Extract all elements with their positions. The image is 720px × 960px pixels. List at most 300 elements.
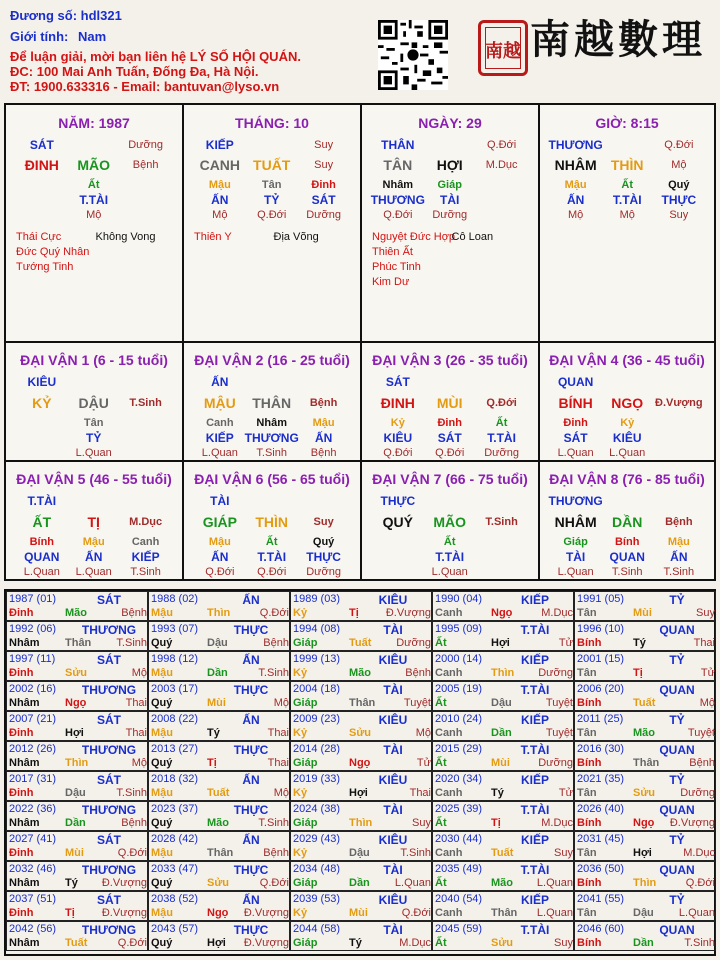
hidden-stem: Giáp <box>437 179 462 191</box>
year-stem: Quý <box>151 697 173 709</box>
pillar-branch: HỢI <box>436 157 463 173</box>
pillar-stage: Bệnh <box>132 159 159 171</box>
year-stem: Nhâm <box>9 757 40 769</box>
year-label: 2019 (33) <box>293 773 341 785</box>
luck-stem: KỶ <box>32 395 52 411</box>
year-stage: Suy <box>412 817 431 829</box>
year-cell <box>432 801 574 831</box>
year-cell <box>6 831 148 861</box>
year-label: 2005 (19) <box>435 683 483 695</box>
year-stem: Nhâm <box>9 697 40 709</box>
luck-branch: NGỌ <box>611 395 644 411</box>
luck-cycle-3 <box>360 341 540 462</box>
year-stage: Dưỡng <box>538 757 573 769</box>
hidden-stem: Đinh <box>311 179 336 191</box>
luck-hidden-stem: Kỷ <box>390 417 405 429</box>
year-stem: Tân <box>577 727 597 739</box>
pillar-god: KIẾP <box>205 138 234 152</box>
shensha-star-right: Địa Võng <box>273 231 319 243</box>
hidden-stem: Mậu <box>208 179 231 191</box>
luck-hidden-stem: Ất <box>443 536 456 548</box>
year-label: 2014 (28) <box>293 743 341 755</box>
year-stage: Đ.Vượng <box>101 907 147 919</box>
hidden-stage: Dưỡng <box>432 209 468 221</box>
year-cell <box>6 741 148 771</box>
year-god: THƯƠNG <box>81 923 137 937</box>
year-branch: Hợi <box>207 937 226 949</box>
year-label: 1992 (06) <box>9 623 57 635</box>
year-branch: Sửu <box>207 877 230 889</box>
year-branch: Ngọ <box>207 907 229 919</box>
year-cell <box>290 621 432 651</box>
gender-label: Giới tính: <box>10 29 69 44</box>
year-branch: Ngọ <box>65 697 87 709</box>
luck-hidden-stage: T.Sinh <box>663 566 695 578</box>
year-stem: Giáp <box>293 637 318 649</box>
year-cell <box>432 591 574 621</box>
hidden-stage: Mộ <box>212 209 228 221</box>
year-god: SÁT <box>97 833 121 847</box>
year-god: TÀI <box>383 623 403 637</box>
luck-title: ĐẠI VẬN 6 (56 - 65 tuổi) <box>194 471 350 487</box>
year-branch: Sửu <box>491 937 514 949</box>
year-god: TÀI <box>383 683 403 697</box>
year-label: 2033 (47) <box>151 863 199 875</box>
year-cell <box>432 621 574 651</box>
year-branch: Dậu <box>633 907 654 919</box>
luck-branch: THÂN <box>252 395 292 411</box>
luck-hidden-god: T.TÀI <box>487 431 516 445</box>
year-god: QUAN <box>659 803 695 817</box>
year-label: 2037 (51) <box>9 893 57 905</box>
year-stage: Mộ <box>131 667 147 679</box>
year-cell <box>6 681 148 711</box>
year-stem: Quý <box>151 937 173 949</box>
year-label: 2017 (31) <box>9 773 57 785</box>
year-label: 2042 (56) <box>9 923 57 935</box>
year-branch: Thân <box>207 847 234 859</box>
year-branch: Hợi <box>349 787 368 799</box>
luck-cycle-4 <box>538 341 716 462</box>
luck-hidden-stage: L.Quan <box>557 566 594 578</box>
hidden-god: ẤN <box>211 193 229 207</box>
year-cell <box>6 651 148 681</box>
year-stem: Đinh <box>9 907 34 919</box>
year-stem: Kỷ <box>293 607 308 619</box>
year-stem: Giáp <box>293 697 318 709</box>
luck-god: T.TÀI <box>27 494 57 508</box>
year-label: 1996 (10) <box>577 623 625 635</box>
hidden-god: THỰC <box>661 193 697 207</box>
year-stem: Đinh <box>9 667 34 679</box>
luck-hidden-stem: Giáp <box>563 536 588 548</box>
year-god: TÀI <box>383 923 403 937</box>
hidden-god: ẤN <box>566 193 585 207</box>
pillar-title: NGÀY: 29 <box>418 115 482 131</box>
pillar-branch: MÃO <box>77 157 111 173</box>
year-stem: Mậu <box>151 607 173 619</box>
year-stage: L.Quan <box>394 877 431 889</box>
year-stage: Thai <box>125 727 147 739</box>
year-cell <box>148 711 290 741</box>
year-branch: Tuất <box>65 937 88 949</box>
year-god: KIÊU <box>378 593 408 607</box>
pillar-stage-top: Q.Đới <box>664 139 694 151</box>
year-branch: Tý <box>633 637 646 649</box>
year-stage: Q.Đới <box>117 937 147 949</box>
year-stem: Ất <box>435 877 447 889</box>
luck-hidden-stem: Canh <box>131 536 160 548</box>
year-cell <box>574 891 716 921</box>
year-god: T.TÀI <box>520 623 550 637</box>
year-stem: Nhâm <box>9 817 40 829</box>
luck-hidden-stem: Kỷ <box>620 417 635 429</box>
year-stem: Nhâm <box>9 877 40 889</box>
pillar-title: THÁNG: 10 <box>235 115 309 131</box>
year-stem: Kỷ <box>293 907 308 919</box>
year-god: SÁT <box>97 713 121 727</box>
year-stage: M.Dục <box>541 607 573 619</box>
luck-hidden-god: THƯƠNG <box>244 431 299 445</box>
year-god: THƯƠNG <box>81 623 137 637</box>
pillar-god: THÂN <box>381 138 415 152</box>
year-stage: M.Dục <box>541 817 573 829</box>
gender-line <box>10 29 106 44</box>
year-stem: Canh <box>435 847 463 859</box>
year-branch: Dần <box>349 877 370 889</box>
luck-hidden-stem: Bính <box>29 536 55 548</box>
year-god: TỶ <box>669 893 685 907</box>
year-label: 2011 (25) <box>577 713 624 725</box>
shensha-star: Thiên Ất <box>372 246 413 258</box>
year-branch: Tý <box>65 877 78 889</box>
pillar-stage: Mộ <box>671 159 687 171</box>
shensha-star: Nguyệt Đức Hợp <box>372 231 456 243</box>
year-stage: Q.Đới <box>259 877 289 889</box>
year-god: TÀI <box>383 743 403 757</box>
year-stem: Ất <box>435 637 447 649</box>
year-god: KIẾP <box>520 893 549 907</box>
year-god: ẤN <box>242 773 260 787</box>
year-stem: Giáp <box>293 937 318 949</box>
year-stage: L.Quan <box>536 877 573 889</box>
pillar-stem: CANH <box>199 157 241 173</box>
year-god: TÀI <box>383 803 403 817</box>
year-stem: Mậu <box>151 847 173 859</box>
year-god: KIẾP <box>520 833 549 847</box>
luck-hidden-god: SÁT <box>563 431 588 445</box>
year-god: TỶ <box>669 773 685 787</box>
year-branch: Tuất <box>633 697 656 709</box>
year-god: SÁT <box>97 893 121 907</box>
year-stem: Kỷ <box>293 667 308 679</box>
year-stem: Tân <box>577 667 597 679</box>
luck-hidden-stage: L.Quan <box>201 447 238 459</box>
luck-branch: TỊ <box>87 514 100 530</box>
year-god: KIẾP <box>520 773 549 787</box>
year-stem: Nhâm <box>9 937 40 949</box>
year-label: 2023 (37) <box>151 803 199 815</box>
year-god: THỰC <box>233 803 269 817</box>
year-stage: Tử <box>416 757 431 769</box>
year-branch: Tị <box>491 817 501 829</box>
year-stem: Canh <box>435 727 463 739</box>
pillar-stem: NHÂM <box>554 157 597 173</box>
year-branch: Mão <box>633 727 655 739</box>
year-label: 2004 (18) <box>293 683 341 695</box>
year-stage: Dưỡng <box>538 667 573 679</box>
year-god: THƯƠNG <box>81 803 137 817</box>
luck-hidden-stage: L.Quan <box>75 566 112 578</box>
year-stage: Suy <box>554 847 573 859</box>
luck-hidden-stage: T.Sinh <box>611 566 643 578</box>
year-stage: Mộ <box>415 727 431 739</box>
year-cell <box>6 861 148 891</box>
year-label: 2016 (30) <box>577 743 625 755</box>
year-stem: Kỷ <box>293 727 308 739</box>
luck-stem: QUÝ <box>382 514 413 530</box>
year-cell <box>148 651 290 681</box>
year-stage: Bệnh <box>121 607 147 619</box>
year-stage: T.Sinh <box>400 847 431 859</box>
year-god: THỰC <box>233 923 269 937</box>
year-branch: Tý <box>491 787 504 799</box>
year-god: KIẾP <box>520 713 549 727</box>
luck-branch: THÌN <box>255 514 289 530</box>
year-cell <box>432 651 574 681</box>
year-stage: T.Sinh <box>684 937 715 949</box>
year-god: KIÊU <box>378 833 408 847</box>
year-god: KIẾP <box>520 593 549 607</box>
year-god: THỰC <box>233 623 269 637</box>
year-stem: Bính <box>577 817 602 829</box>
year-cell <box>432 681 574 711</box>
year-stem: Giáp <box>293 877 318 889</box>
year-branch: Sửu <box>65 667 88 679</box>
year-cell <box>148 921 290 951</box>
luck-hidden-stage: Q.Đới <box>205 566 235 578</box>
hidden-stem: Tân <box>261 179 282 191</box>
year-branch: Mùi <box>491 757 510 769</box>
year-stem: Giáp <box>293 817 318 829</box>
year-cell <box>6 771 148 801</box>
luck-hidden-god: TÀI <box>565 550 586 564</box>
year-stage: Tuyệt <box>403 697 431 709</box>
luck-cycle-7 <box>360 460 540 581</box>
year-stage: Tử <box>700 667 715 679</box>
luck-god: TÀI <box>210 494 230 508</box>
year-cell <box>6 711 148 741</box>
year-stage: M.Dục <box>683 847 715 859</box>
year-label: 2034 (48) <box>293 863 341 875</box>
luck-hidden-stem: Mậu <box>82 536 105 548</box>
year-stage: Dưỡng <box>396 637 431 649</box>
year-label: 2020 (34) <box>435 773 483 785</box>
pillar-stage: M.Dục <box>485 159 518 171</box>
year-god: SÁT <box>97 593 121 607</box>
seal-logo-icon <box>478 20 528 76</box>
year-label: 1998 (12) <box>151 653 199 665</box>
year-stage: T.Sinh <box>116 637 147 649</box>
pillar-1 <box>182 103 362 343</box>
year-god: KIẾP <box>520 653 549 667</box>
luck-stem: ẤT <box>32 514 52 530</box>
luck-hidden-stage: L.Quan <box>609 447 646 459</box>
year-cell <box>6 891 148 921</box>
year-god: QUAN <box>659 923 695 937</box>
year-label: 2039 (53) <box>293 893 341 905</box>
year-label: 1994 (08) <box>293 623 341 635</box>
year-cell <box>290 651 432 681</box>
luck-hidden-stage: Q.Đới <box>383 447 413 459</box>
year-god: SÁT <box>97 773 121 787</box>
hidden-god: TÀI <box>440 193 460 207</box>
luck-title: ĐẠI VẬN 3 (26 - 35 tuổi) <box>372 352 528 368</box>
hidden-god: TỶ <box>264 193 280 207</box>
hidden-stem: Nhâm <box>382 179 414 191</box>
year-label: 2043 (57) <box>151 923 199 935</box>
luck-hidden-stem: Bính <box>614 536 640 548</box>
year-stage: Thai <box>409 787 431 799</box>
year-branch: Dần <box>207 667 228 679</box>
year-label: 2013 (27) <box>151 743 199 755</box>
year-god: T.TÀI <box>520 683 550 697</box>
year-label: 1999 (13) <box>293 653 341 665</box>
year-cell <box>148 591 290 621</box>
year-branch: Dậu <box>207 637 228 649</box>
year-god: TỶ <box>669 713 685 727</box>
year-cell <box>290 741 432 771</box>
year-branch: Mão <box>491 877 513 889</box>
year-label: 1990 (04) <box>435 593 483 605</box>
luck-branch: DẦN <box>612 514 643 530</box>
year-branch: Tị <box>633 667 643 679</box>
year-branch: Tị <box>65 907 75 919</box>
year-cell <box>574 771 716 801</box>
luck-hidden-stem: Mậu <box>208 536 231 548</box>
year-cell <box>574 801 716 831</box>
year-god: TỶ <box>669 833 685 847</box>
year-cell <box>148 801 290 831</box>
year-stage: Suy <box>696 607 715 619</box>
year-stage: Đ.Vượng <box>669 817 715 829</box>
year-stage: Thai <box>267 757 289 769</box>
shensha-star-right: Cô Loan <box>451 231 494 243</box>
year-cell <box>6 591 148 621</box>
pillar-stage-top: Dưỡng <box>128 139 163 151</box>
year-cell <box>574 651 716 681</box>
year-branch: Thân <box>65 637 92 649</box>
year-stem: Ất <box>435 937 447 949</box>
qr-code-icon[interactable] <box>378 20 448 90</box>
year-god: THƯƠNG <box>81 683 137 697</box>
year-stage: Dưỡng <box>680 787 715 799</box>
year-branch: Tý <box>207 727 220 739</box>
year-cell <box>290 771 432 801</box>
hidden-stage: Mộ <box>619 209 635 221</box>
year-cell <box>574 591 716 621</box>
year-stem: Ất <box>435 757 447 769</box>
year-stage: Mộ <box>273 697 289 709</box>
luck-hidden-stage: Dưỡng <box>306 566 341 578</box>
luck-hidden-god: SÁT <box>437 431 462 445</box>
year-branch: Mùi <box>65 847 84 859</box>
pillar-branch: THÌN <box>610 157 644 173</box>
luck-cycle-8 <box>538 460 716 581</box>
luck-god: QUAN <box>557 375 594 389</box>
shensha-star: Đức Quý Nhân <box>16 246 90 258</box>
year-cell <box>574 741 716 771</box>
year-cell <box>148 771 290 801</box>
year-stage: Tuyệt <box>687 727 715 739</box>
year-label: 2026 (40) <box>577 803 625 815</box>
luck-hidden-god: T.TÀI <box>257 550 287 564</box>
year-label: 1991 (05) <box>577 593 625 605</box>
year-stem: Canh <box>435 787 463 799</box>
luck-hidden-god: QUAN <box>609 550 645 564</box>
year-stage: Thai <box>693 637 715 649</box>
year-cell <box>6 801 148 831</box>
pillar-god: SÁT <box>29 138 54 152</box>
year-label: 1993 (07) <box>151 623 199 635</box>
year-stem: Bính <box>577 937 602 949</box>
year-stage: Đ.Vượng <box>385 607 431 619</box>
luck-hidden-god: ẤN <box>314 431 333 445</box>
year-stem: Đinh <box>9 607 34 619</box>
year-stem: Ất <box>435 817 447 829</box>
year-stage: Tuyệt <box>545 697 573 709</box>
luck-cycle-6 <box>182 460 362 581</box>
year-stem: Canh <box>435 667 463 679</box>
year-god: ẤN <box>242 593 260 607</box>
year-god: QUAN <box>659 863 695 877</box>
year-stage: Thai <box>125 697 147 709</box>
year-label: 2006 (20) <box>577 683 625 695</box>
year-label: 2035 (49) <box>435 863 483 875</box>
year-cell <box>574 861 716 891</box>
year-stage: Bệnh <box>263 847 289 859</box>
year-cell <box>432 831 574 861</box>
year-label: 1987 (01) <box>9 593 57 605</box>
year-label: 2038 (52) <box>151 893 199 905</box>
pillar-0 <box>4 103 184 343</box>
luck-title: ĐẠI VẬN 4 (36 - 45 tuổi) <box>549 352 705 368</box>
pillar-2 <box>360 103 540 343</box>
year-branch: Thìn <box>349 817 373 829</box>
year-god: QUAN <box>659 743 695 757</box>
hidden-stage: Q.Đới <box>257 209 287 221</box>
year-stage: Đ.Vượng <box>243 907 289 919</box>
year-stage: Tuyệt <box>545 727 573 739</box>
year-cell <box>148 831 290 861</box>
year-god: KIÊU <box>378 713 408 727</box>
year-branch: Mão <box>65 607 87 619</box>
year-stem: Quý <box>151 637 173 649</box>
year-god: ẤN <box>242 713 260 727</box>
year-branch: Tý <box>349 937 362 949</box>
year-stem: Đinh <box>9 787 34 799</box>
year-stem: Canh <box>435 607 463 619</box>
luck-hidden-god: TỶ <box>86 431 102 445</box>
hidden-god: SÁT <box>311 193 336 207</box>
luck-hidden-god: KIẾP <box>205 431 234 445</box>
year-cell <box>574 831 716 861</box>
luck-title: ĐẠI VẬN 2 (16 - 25 tuổi) <box>194 352 350 368</box>
luck-hidden-god: T.TÀI <box>435 550 465 564</box>
pillar-stem: ĐINH <box>24 157 59 173</box>
year-god: ẤN <box>242 833 260 847</box>
year-stage: Đ.Vượng <box>101 877 147 889</box>
